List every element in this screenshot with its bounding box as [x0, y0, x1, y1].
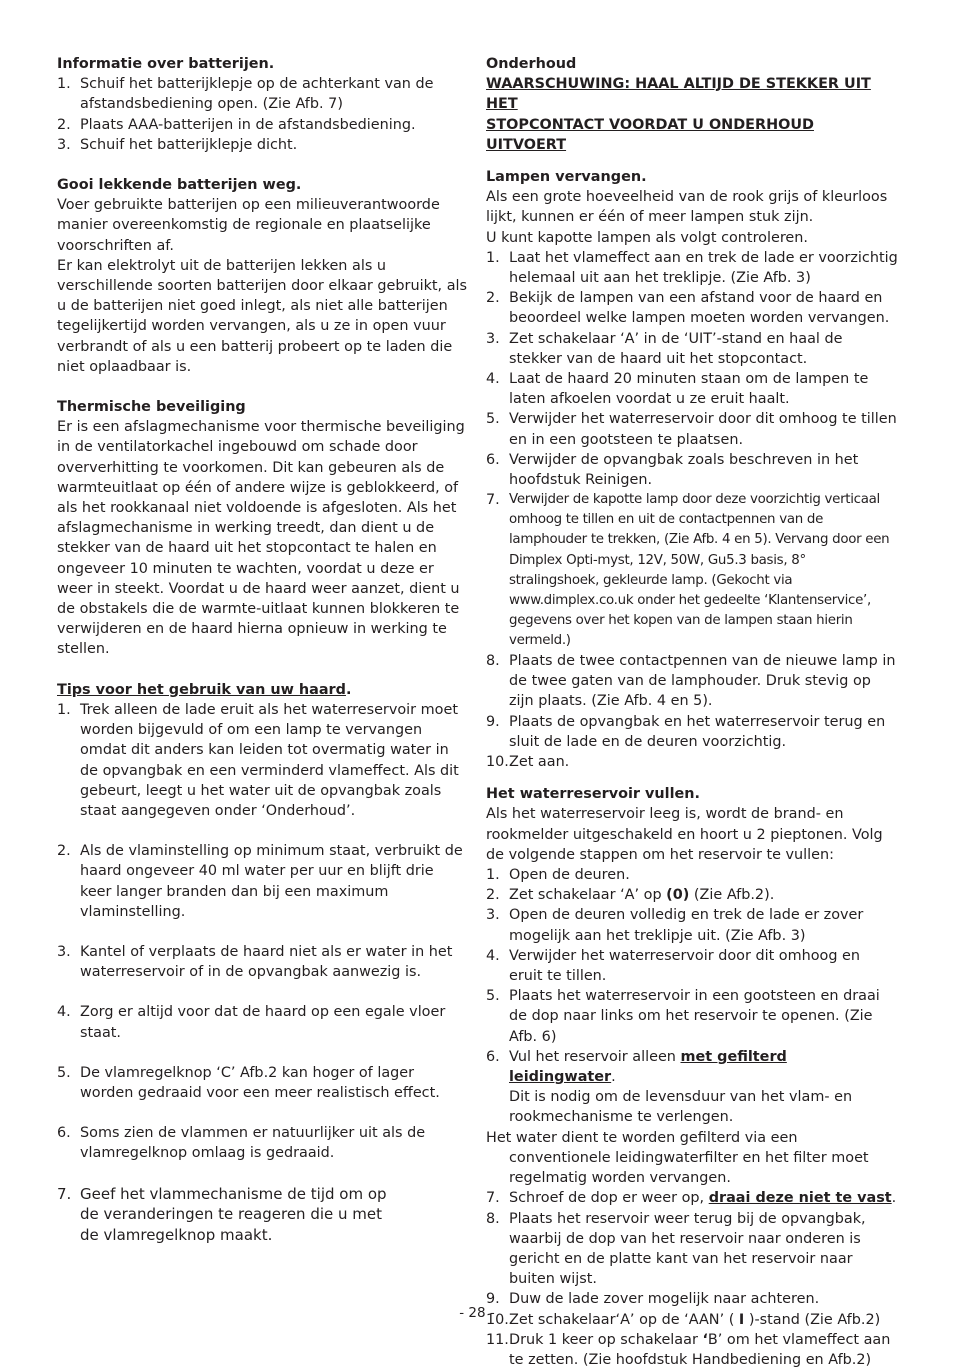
lamps-steps [486, 248, 898, 772]
list-item: 1. Trek alleen de lade eruit als het waterreservoir moet worden bijgevuld of om een lamp te vervangen omdat dit anders kan leiden tot overmatig water in de opvangbak en een verminderd vlameffect. Als dit gebeurt, leegt u het water uit de opvangbak zoals staat aangegeven onder ‘Onderhoud’. [57, 701, 459, 819]
list-item: 10. Zet schakelaar‘A’ op de ‘AAN’ ( I )-stand (Zie Afb.2) [486, 1311, 881, 1328]
list-item: 8. Plaats het reservoir weer terug bij de opvangbak, waarbij de dop van het reservoir naar onderen is gericht en de platte kant van het reservoir naar buiten wijst. [486, 1210, 866, 1288]
list-item: 7. Verwijder de kapotte lamp door deze voorzichtig verticaal omhoog te tillen en uit de contactpennen van de lamphouder te trekken, (Zie Afb. 4 en 5). Vervang door een Dimplex Opti-myst, 12V, 50W, Gu5.3 basis, 8° stralingshoek, gekleurde lamp. (Gekocht via www.dimplex.co.uk onder het gedeelte ‘Klantenservice’, gegevens over het kopen van de lampen staan hierin vermeld.) [486, 492, 890, 648]
leaking-paragraph-2: Er kan elektrolyt uit de batterijen lekken als u verschillende soorten batterijen door elkaar gebruikt, als u de batterijen niet goed inlegt, als niet alle batterijen tegelijkertijd worden vervangen, als u ze in open vuur verbrandt of als u een batterij probeert op te laden die niet oplaadbaar is. [57, 257, 468, 375]
battery-heading: Informatie over batterijen. [57, 56, 275, 72]
left-column [57, 54, 469, 1245]
tips-list [57, 700, 469, 1245]
list-item: 2. Plaats AAA-batterijen in de afstandsbediening. [57, 116, 416, 133]
list-item: 11. Druk 1 keer op schakelaar ‘B’ om het vlameffect aan te zetten. (Zie hoofdstuk Handbediening en Afb.2) [486, 1331, 891, 1368]
list-item: 1. Schuif het batterijklepje op de achterkant van de afstandsbediening open. (Zie Afb. 7) [57, 76, 434, 113]
maintenance-warning-line-1: WAARSCHUWING: HAAL ALTIJD DE STEKKER UIT HET [486, 76, 871, 113]
list-item: 7. Geef het vlammechanisme de tijd om op de veranderingen te reageren die u met de vlamregelknop maakt. [57, 1184, 387, 1244]
list-item: 5. Plaats het waterreservoir in een gootsteen en draai de dop naar links om het reservoir te openen. (Zie Afb. 6) [486, 988, 880, 1045]
lamps-paragraph-2: U kunt kapotte lampen als volgt controleren. [486, 229, 808, 246]
list-item: 4. Laat de haard 20 minuten staan om de lampen te laten afkoelen voordat u ze eruit haalt. [486, 371, 869, 408]
list-item: 2. Als de vlaminstelling op minimum staat, verbruikt de haard ongeveer 40 ml water per uur en blijft drie keer langer branden dan bij een maximum vlaminstelling. [57, 843, 463, 920]
list-item: 4. Zorg er altijd voor dat de haard op een egale vloer staat. [57, 1004, 446, 1041]
maintenance-heading: Onderhoud [486, 56, 577, 72]
filter-note: Het water dient te worden gefilterd via een conventionele leidingwaterfilter en het filter moet regelmatig worden vervangen. [486, 1129, 869, 1187]
list-item: 9. Plaats de opvangbak en het waterreservoir terug en sluit de lade en de deuren voorzichtig. [486, 713, 886, 750]
list-item: 8. Plaats de twee contactpennen van de nieuwe lamp in de twee gaten van de lamphouder. Druk stevig op zijn plaats. (Zie Afb. 4 en 5). [486, 653, 896, 710]
list-item: 2. Bekijk de lampen van een afstand voor de haard en beoordeel welke lampen moeten worden vervangen. [486, 290, 890, 327]
maintenance-warning-line-2: STOPCONTACT VOORDAT U ONDERHOUD UITVOERT [486, 116, 814, 153]
list-item: 3. Kantel of verplaats de haard niet als er water in het waterreservoir of in de opvangbak aanwezig is. [57, 943, 453, 981]
lamps-heading: Lampen vervangen. [486, 169, 647, 186]
list-item: 6. Soms zien de vlammen er natuurlijker uit als de vlamregelknop omlaag is gedraaid. [57, 1125, 426, 1162]
list-item: 2. Zet schakelaar ‘A’ op (0) (Zie Afb.2). [486, 887, 775, 904]
list-item: 5. Verwijder het waterreservoir door dit omhoog te tillen en in een gootsteen te plaatsen. [486, 411, 897, 448]
battery-steps [57, 74, 469, 155]
tips-heading: Tips voor het gebruik van uw haard. [57, 681, 352, 698]
leaking-paragraph-1: Voer gebruikte batterijen op een milieuverantwoorde manier overeenkomstig de regionale en plaatselijke voorschriften af. [57, 197, 440, 254]
list-item: 1. Laat het vlameffect aan en trek de lade er voorzichtig helemaal uit aan het treklipje. (Zie Afb. 3) [486, 249, 898, 287]
thermal-heading: Thermische beveiliging [57, 399, 246, 416]
refill-intro: Als het waterreservoir leeg is, wordt de brand- en rookmelder uitgeschakeld en hoort u 2 pieptonen. Volg de volgende stappen om het reservoir te vullen: [486, 806, 883, 863]
refill-heading: Het waterreservoir vullen. [486, 786, 700, 803]
thermal-paragraph: Er is een afslagmechanisme voor thermische beveiliging in de ventilatorkachel ingebouwd om schade door oververhitting te voorkomen. Dit kan gebeuren als de warmteuitlaat op één of andere wijze is geblokkeerd, of als het rookkanaal niet voldoende is afgesloten. Als het afslagmechanisme in werking treedt, dan dient u de stekker van de haard uit het stopcontact te halen en ongeveer 10 minuten te wachten, voordat u deze er weer in steekt. Voordat u de haard weer aanzet, dient u de obstakels die de warmte-uitlaat kunnen blokkeren te verwijderen en de haard hierna opnieuw in werking te stellen. [57, 419, 465, 658]
list-item: 6. Verwijder de opvangbak zoals beschreven in het hoofdstuk Reinigen. [486, 451, 859, 489]
list-item: 3. Open de deuren volledig en trek de lade er zover mogelijk aan het treklipje uit. (Zie Afb. 3) [486, 907, 864, 944]
list-item: 1. Open de deuren. [486, 867, 630, 884]
list-item: 9. Duw de lade zover mogelijk naar achteren. [486, 1291, 820, 1308]
leaking-batteries-heading: Gooi lekkende batterijen weg. [57, 177, 302, 194]
list-item: 3. Zet schakelaar ‘A’ in de ‘UIT’-stand en haal de stekker van de haard uit het stopcontact. [486, 330, 843, 367]
list-item: 5. De vlamregelknop ‘C’ Afb.2 kan hoger of lager worden gedraaid voor een meer realistisch effect. [57, 1064, 440, 1101]
lamps-paragraph-1: Als een grote hoeveelheid van de rook grijs of kleurloos lijkt, kunnen er één of meer lampen stuk zijn. [486, 189, 888, 226]
list-item: 6. Vul het reservoir alleen met gefilterd leidingwater. Dit is nodig om de levensduur van het vlam- en rookmechanisme te verlengen. [486, 1048, 853, 1126]
right-column [486, 54, 898, 1370]
list-item: 4. Verwijder het waterreservoir door dit omhoog en eruit te tillen. [486, 947, 861, 985]
list-item: 10. Zet aan. [486, 754, 570, 771]
list-item: 7. Schroef de dop er weer op, draai deze niet te vast. [486, 1190, 897, 1207]
list-item: 3. Schuif het batterijklepje dicht. [57, 136, 298, 153]
page-number: - 28 - [459, 1305, 495, 1321]
refill-steps-continued [486, 1188, 898, 1370]
refill-steps [486, 865, 898, 1128]
